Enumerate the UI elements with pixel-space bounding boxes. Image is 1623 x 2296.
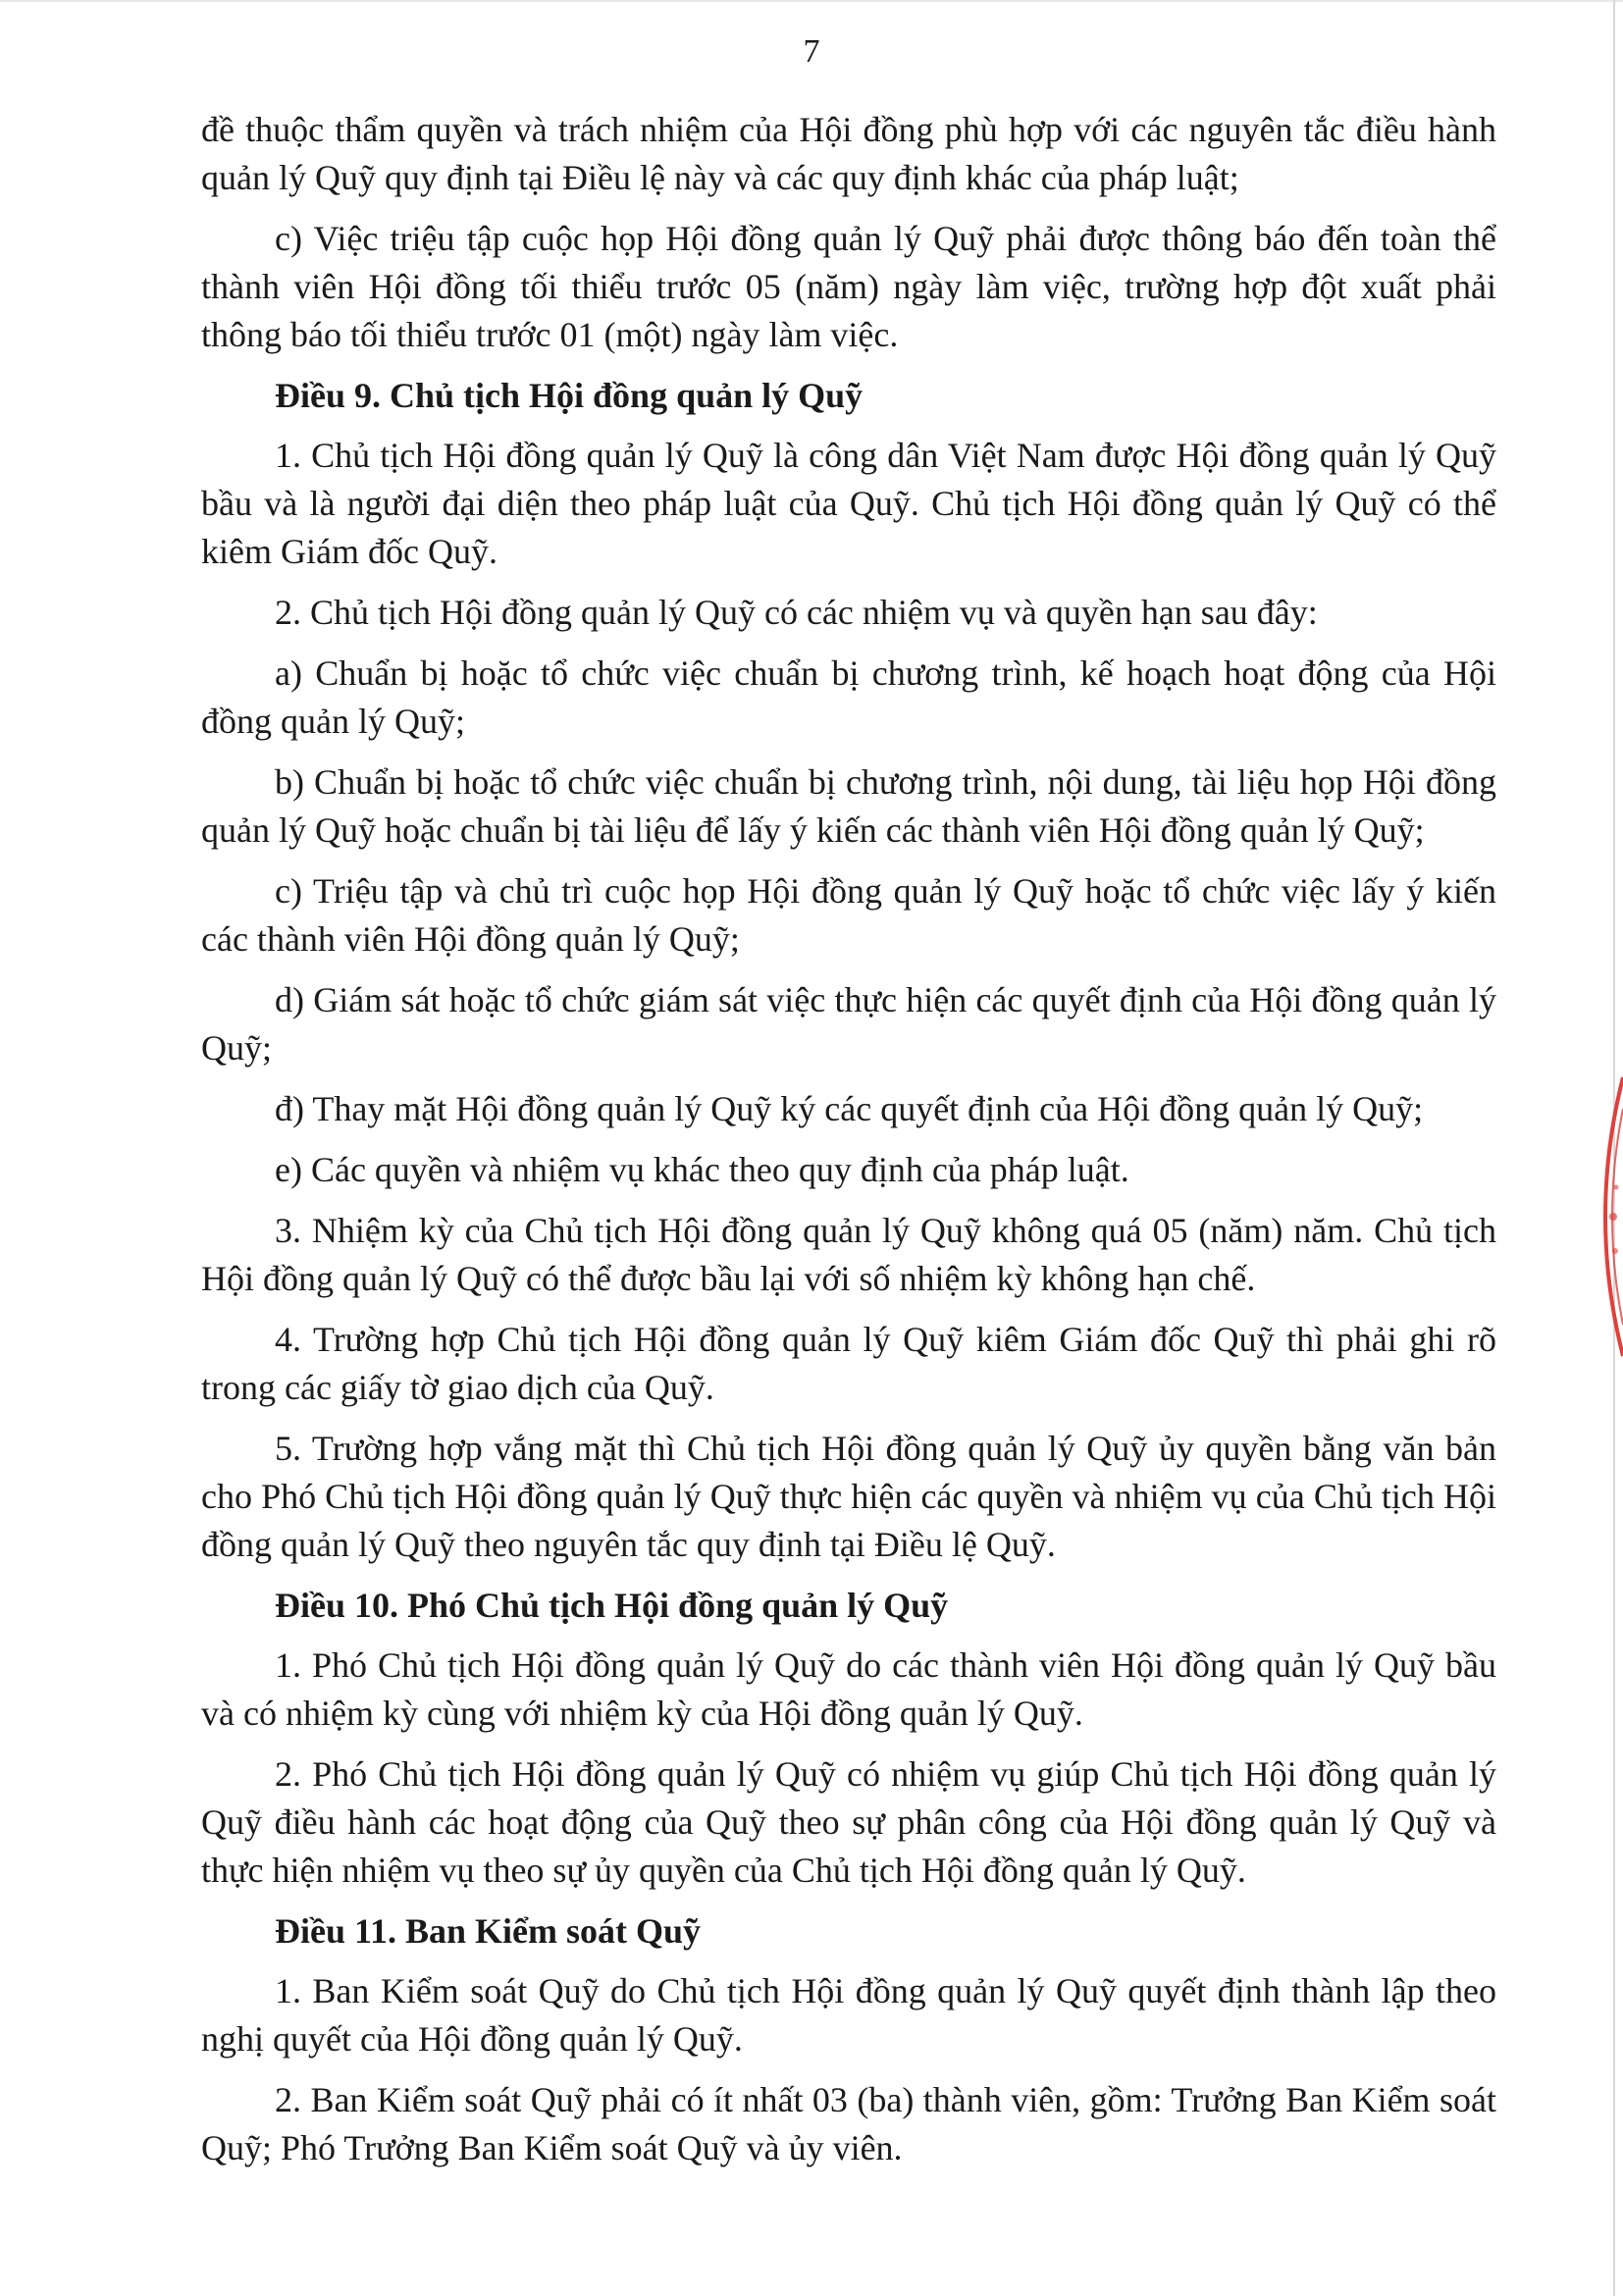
paragraph: e) Các quyền và nhiệm vụ khác theo quy định của pháp luật. bbox=[275, 1150, 1129, 1189]
page-number: 7 bbox=[803, 33, 820, 70]
paragraph: d) Giám sát hoặc tổ chức giám sát việc thực hiện các quyết định của Hội đồng quản lý Quỹ; bbox=[201, 980, 1496, 1068]
seal-mark bbox=[1612, 1248, 1618, 1254]
paragraph: 1. Ban Kiểm soát Quỹ do Chủ tịch Hội đồng quản lý Quỹ quyết định thành lập theo nghị quyết của Hội đồng quản lý Quỹ. bbox=[201, 1971, 1496, 2059]
paragraph: 2. Chủ tịch Hội đồng quản lý Quỹ có các nhiệm vụ và quyền hạn sau đây: bbox=[275, 593, 1318, 632]
paragraph: đ) Thay mặt Hội đồng quản lý Quỹ ký các quyết định của Hội đồng quản lý Quỹ; bbox=[275, 1089, 1424, 1128]
paragraph: 2. Ban Kiểm soát Quỹ phải có ít nhất 03 (ba) thành viên, gồm: Trưởng Ban Kiểm soát Quỹ; Phó Trưởng Ban Kiểm soát Quỹ và ủy viên. bbox=[201, 2080, 1496, 2167]
article-heading: Điều 9. Chủ tịch Hội đồng quản lý Quỹ bbox=[275, 376, 864, 415]
paragraph-continuation: đề thuộc thẩm quyền và trách nhiệm của Hội đồng phù hợp với các nguyên tắc điều hành quản lý Quỹ quy định tại Điều lệ này và các quy định khác của pháp luật; bbox=[201, 110, 1496, 197]
paragraph: 5. Trường hợp vắng mặt thì Chủ tịch Hội đồng quản lý Quỹ ủy quyền bằng văn bản cho Phó Chủ tịch Hội đồng quản lý Quỹ thực hiện các quyền và nhiệm vụ của Chủ tịch Hội đồng quản lý Quỹ theo nguyên tắc quy định tại Điều lệ Quỹ. bbox=[201, 1429, 1496, 1564]
paragraph: 2. Phó Chủ tịch Hội đồng quản lý Quỹ có nhiệm vụ giúp Chủ tịch Hội đồng quản lý Quỹ điều hành các hoạt động của Quỹ theo sự phân công của Hội đồng quản lý Quỹ và thực hiện nhiệm vụ theo sự ủy quyền của Chủ tịch Hội đồng quản lý Quỹ. bbox=[201, 1754, 1496, 1890]
paragraph: a) Chuẩn bị hoặc tổ chức việc chuẩn bị chương trình, kế hoạch hoạt động của Hội đồng quản lý Quỹ; bbox=[201, 653, 1496, 741]
paragraph: 1. Chủ tịch Hội đồng quản lý Quỹ là công dân Việt Nam được Hội đồng quản lý Quỹ bầu và là người đại diện theo pháp luật của Quỹ. Chủ tịch Hội đồng quản lý Quỹ có thể kiêm Giám đốc Quỹ. bbox=[201, 436, 1496, 571]
paragraph: 4. Trường hợp Chủ tịch Hội đồng quản lý Quỹ kiêm Giám đốc Quỹ thì phải ghi rõ trong các giấy tờ giao dịch của Quỹ. bbox=[201, 1320, 1496, 1407]
document-body bbox=[201, 106, 1496, 2185]
paragraph: b) Chuẩn bị hoặc tổ chức việc chuẩn bị chương trình, nội dung, tài liệu họp Hội đồng quản lý Quỹ hoặc chuẩn bị tài liệu để lấy ý kiến các thành viên Hội đồng quản lý Quỹ; bbox=[201, 762, 1496, 850]
article-heading: Điều 11. Ban Kiểm soát Quỹ bbox=[275, 1911, 702, 1951]
seal-mark bbox=[1614, 1185, 1619, 1190]
article-heading: Điều 10. Phó Chủ tịch Hội đồng quản lý Quỹ bbox=[275, 1586, 949, 1625]
red-seal-stamp-edge bbox=[1584, 1070, 1623, 1364]
paragraph: 3. Nhiệm kỳ của Chủ tịch Hội đồng quản lý Quỹ không quá 05 (năm) năm. Chủ tịch Hội đồng quản lý Quỹ có thể được bầu lại với số nhiệm kỳ không hạn chế. bbox=[201, 1211, 1496, 1298]
seal-mark bbox=[1609, 1213, 1617, 1221]
paragraph: c) Triệu tập và chủ trì cuộc họp Hội đồng quản lý Quỹ hoặc tổ chức việc lấy ý kiến các thành viên Hội đồng quản lý Quỹ; bbox=[201, 871, 1496, 959]
paragraph: 1. Phó Chủ tịch Hội đồng quản lý Quỹ do các thành viên Hội đồng quản lý Quỹ bầu và có nhiệm kỳ cùng với nhiệm kỳ của Hội đồng quản lý Quỹ. bbox=[201, 1645, 1496, 1733]
scan-edge-top bbox=[0, 0, 1623, 2]
paragraph: c) Việc triệu tập cuộc họp Hội đồng quản lý Quỹ phải được thông báo đến toàn thể thành viên Hội đồng tối thiểu trước 05 (năm) ngày làm việc, trường hợp đột xuất phải thông báo tối thiểu trước 01 (một) ngày làm việc. bbox=[201, 219, 1496, 354]
